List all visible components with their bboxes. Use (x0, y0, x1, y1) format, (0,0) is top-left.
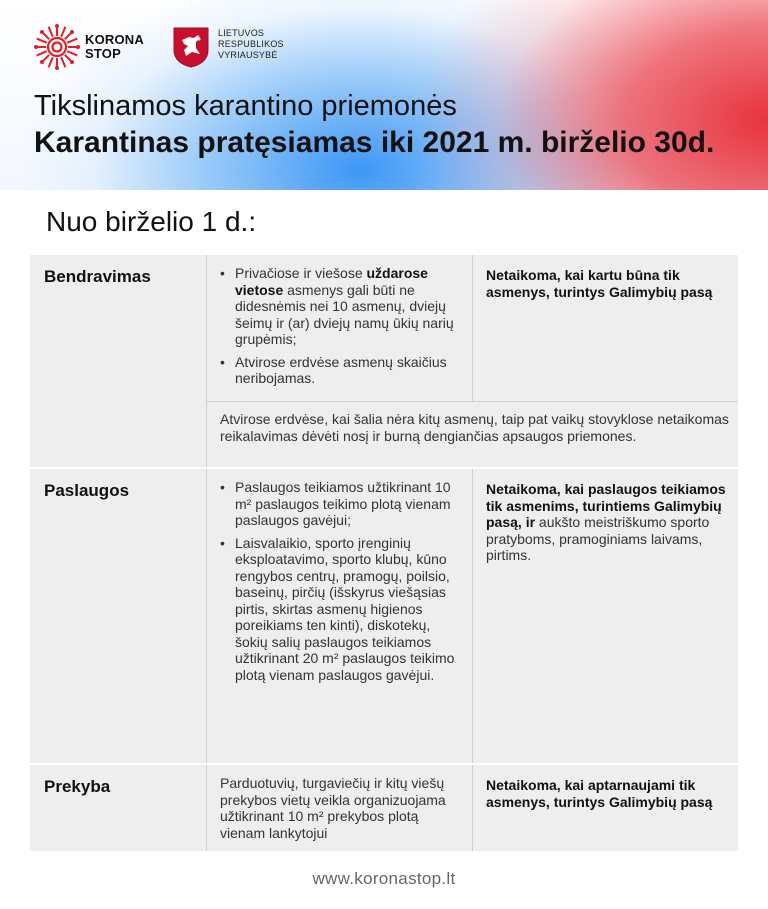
exception-note: Netaikoma, kai aptarnaujami tik asmenys, turintys Galimybių pasą (486, 777, 713, 810)
measures-cell: Parduotuvių, turgaviečių ir kitų viešų prekybos vietų veikla organizuojama užtikrinant 10 m² prekybos plotą vienam lankytojui (220, 775, 446, 841)
logo2-line1: LIETUVOS (218, 28, 265, 38)
column-divider (206, 255, 207, 467)
logo2-line2: RESPUBLIKOS (218, 39, 284, 49)
list-item: • Paslaugos teikiamos užtikrinant 10 m² paslaugos teikimo plotą vienam paslaugos gavėjui; (220, 479, 458, 529)
exception-note: Netaikoma, kai kartu būna tik asmenys, turintys Galimybių pasą (486, 267, 713, 300)
section-subtitle: Nuo birželio 1 d.: (46, 206, 257, 237)
row-divider (206, 401, 738, 402)
row-label: Paslaugos (44, 481, 130, 500)
page-title-line2: Karantinas pratęsiamas iki 2021 m. birželio 30d. (34, 126, 715, 159)
exception-note: Netaikoma, kai paslaugos teikiamos tik asmenims, turintiems Galimybių pasą, ir aukšto meistriškumo sporto pratyboms, pramoginiams laivams, pirtims. (486, 481, 726, 563)
logo1-line1: KORONA (85, 32, 144, 47)
table-row-paslaugos (30, 469, 738, 763)
row-separator (30, 467, 738, 468)
column-divider (472, 469, 473, 763)
list-item: • Atvirose erdvėse asmenų skaičius neribojamas. (220, 354, 458, 387)
measures-cell (220, 479, 458, 689)
koronastop-logo[interactable] (34, 24, 144, 70)
table-row-bendravimas (30, 255, 738, 467)
footer-url[interactable]: www.koronastop.lt (312, 869, 456, 888)
logo1-line2: STOP (85, 46, 121, 61)
logo2-line3: VYRIAUSYBĖ (218, 50, 278, 60)
header-banner (0, 0, 768, 190)
row-label: Bendravimas (44, 267, 151, 286)
column-divider (206, 469, 207, 763)
column-divider (472, 765, 473, 851)
column-divider (472, 255, 473, 401)
page-title-line1: Tikslinamos karantino priemonės (34, 90, 457, 122)
list-item: • Privačiose ir viešose uždarose vietose asmenys gali būti ne didesnėmis nei 10 asmenų, dviejų šeimų ir (ar) dviejų namų ūkių narių grupėmis; (220, 265, 458, 348)
wide-note: Atvirose erdvėse, kai šalia nėra kitų asmenų, taip pat vaikų stovyklose netaikomas reikalavimas dėvėti nosį ir burną dengiančias apsaugos priemones. (220, 411, 729, 444)
measures-cell (220, 265, 458, 393)
column-divider (206, 765, 207, 851)
row-label: Prekyba (44, 777, 111, 796)
coat-of-arms-icon (172, 26, 210, 68)
virus-icon (34, 24, 80, 70)
government-logo[interactable] (172, 26, 284, 68)
table-row-prekyba (30, 765, 738, 851)
list-item: • Laisvalaikio, sporto įrenginių eksploatavimo, sporto klubų, kūno rengybos centrų, pramogų, poilsio, baseinų, pirčių (išskyrus viešąsias pirtis, skirtas asmenų higienos poreikiams ten kinti), diskotekų, šokių salių paslaugos teikiamos užtikrinant 20 m² paslaugos teikimo plotą vienam paslaugos gavėjui. (220, 535, 458, 684)
row-separator (30, 763, 738, 764)
